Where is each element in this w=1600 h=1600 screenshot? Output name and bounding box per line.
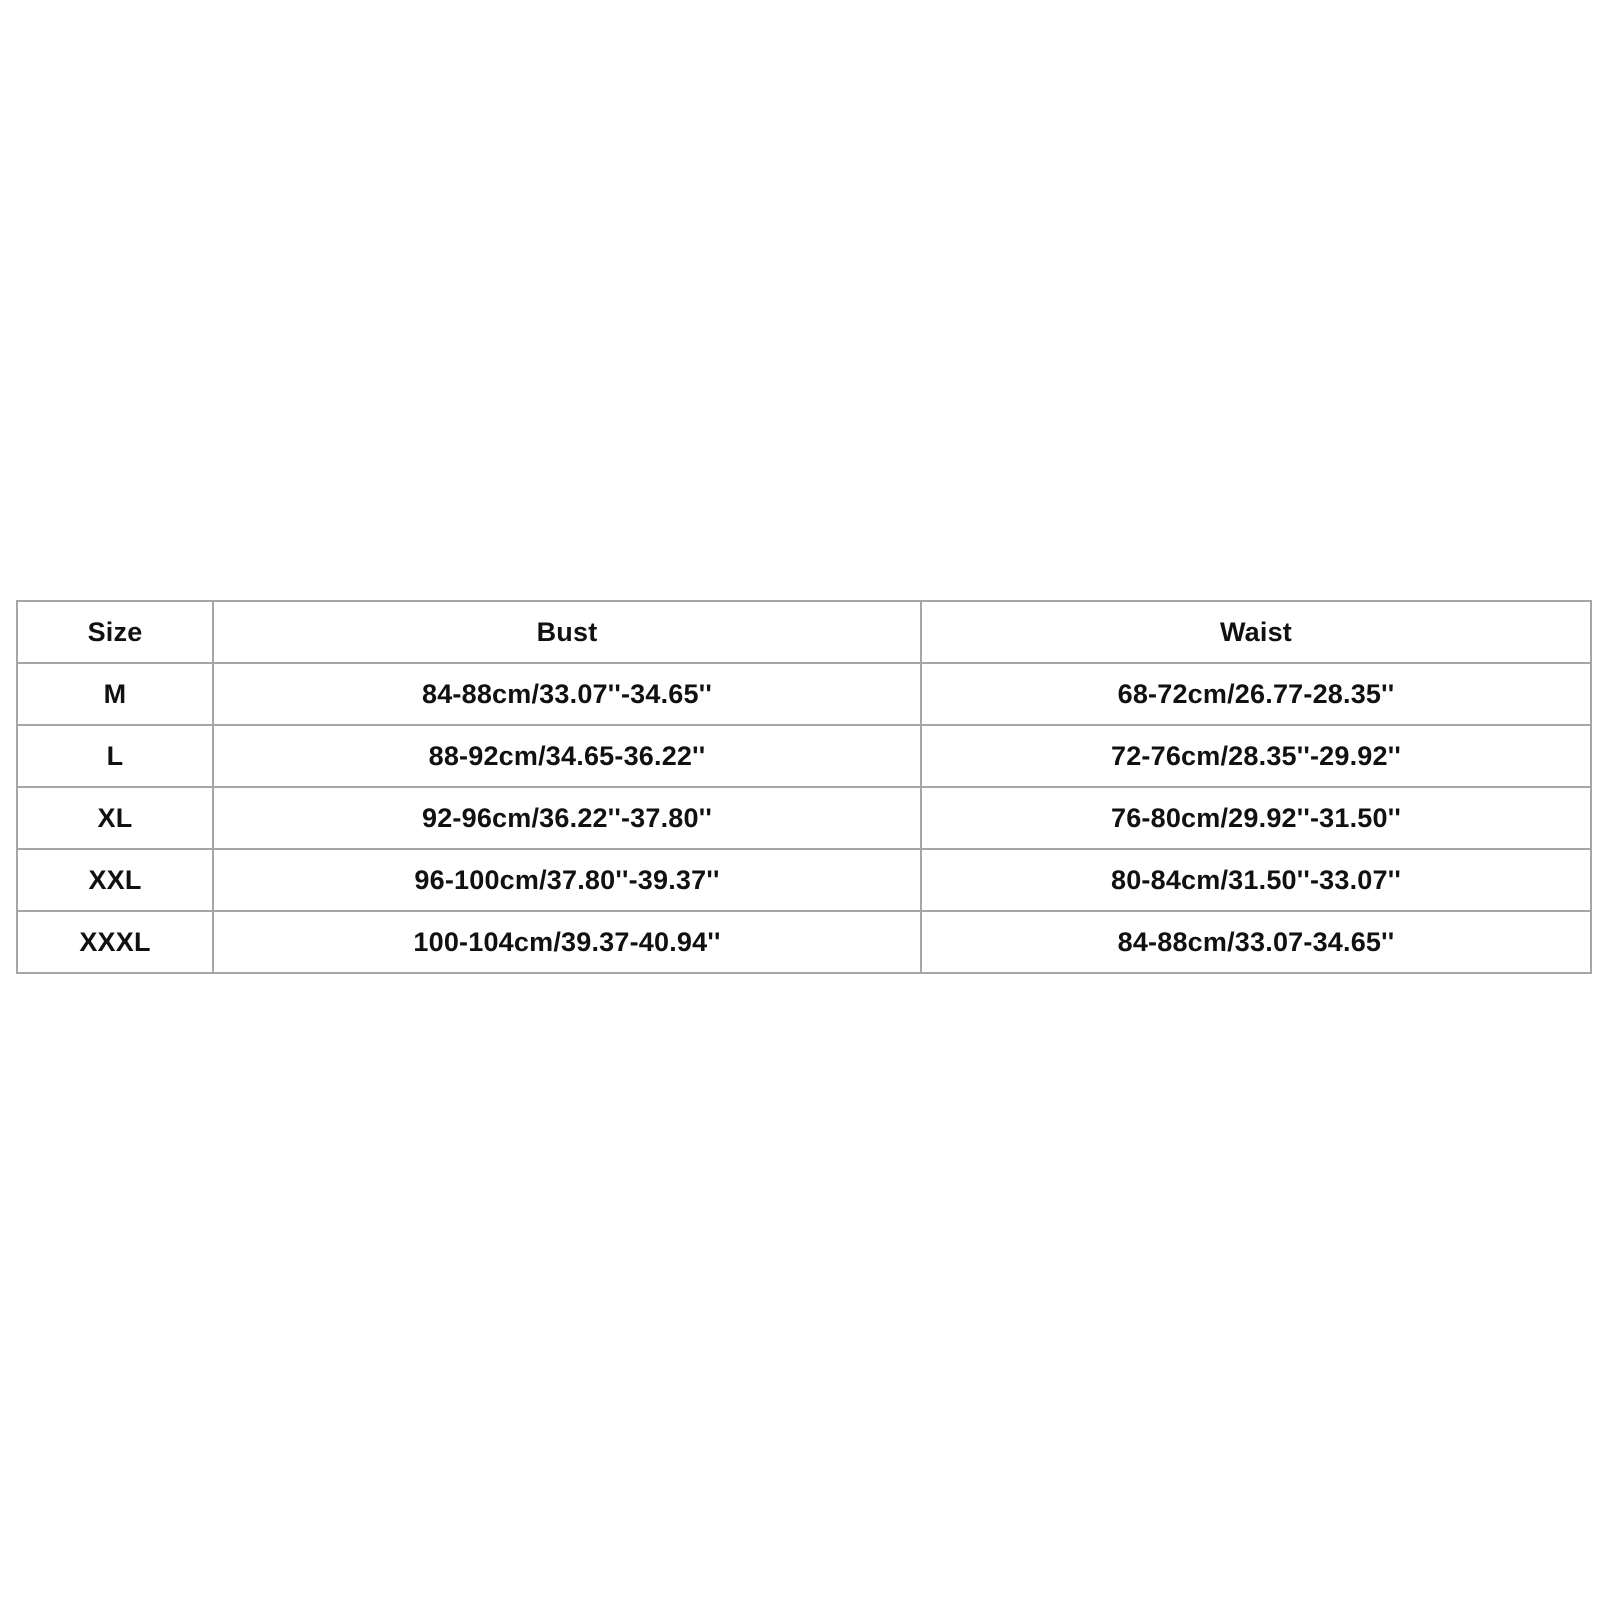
size-cell: XXXL: [17, 911, 213, 973]
table-row: [17, 725, 1591, 787]
bust-cell: 88-92cm/34.65-36.22'': [213, 725, 921, 787]
bust-cell: 84-88cm/33.07''-34.65'': [213, 663, 921, 725]
waist-cell: 80-84cm/31.50''-33.07'': [921, 849, 1591, 911]
waist-cell: 68-72cm/26.77-28.35'': [921, 663, 1591, 725]
bust-cell: 96-100cm/37.80''-39.37'': [213, 849, 921, 911]
table-header-row: [17, 601, 1591, 663]
size-cell: M: [17, 663, 213, 725]
size-cell: L: [17, 725, 213, 787]
header-size: Size: [17, 601, 213, 663]
header-waist: Waist: [921, 601, 1591, 663]
waist-cell: 84-88cm/33.07-34.65'': [921, 911, 1591, 973]
waist-cell: 76-80cm/29.92''-31.50'': [921, 787, 1591, 849]
bust-cell: 100-104cm/39.37-40.94'': [213, 911, 921, 973]
table-row: [17, 849, 1591, 911]
size-chart-table: [16, 600, 1592, 974]
table-row: [17, 787, 1591, 849]
table-row: [17, 663, 1591, 725]
size-cell: XXL: [17, 849, 213, 911]
bust-cell: 92-96cm/36.22''-37.80'': [213, 787, 921, 849]
header-bust: Bust: [213, 601, 921, 663]
size-cell: XL: [17, 787, 213, 849]
table-row: [17, 911, 1591, 973]
waist-cell: 72-76cm/28.35''-29.92'': [921, 725, 1591, 787]
